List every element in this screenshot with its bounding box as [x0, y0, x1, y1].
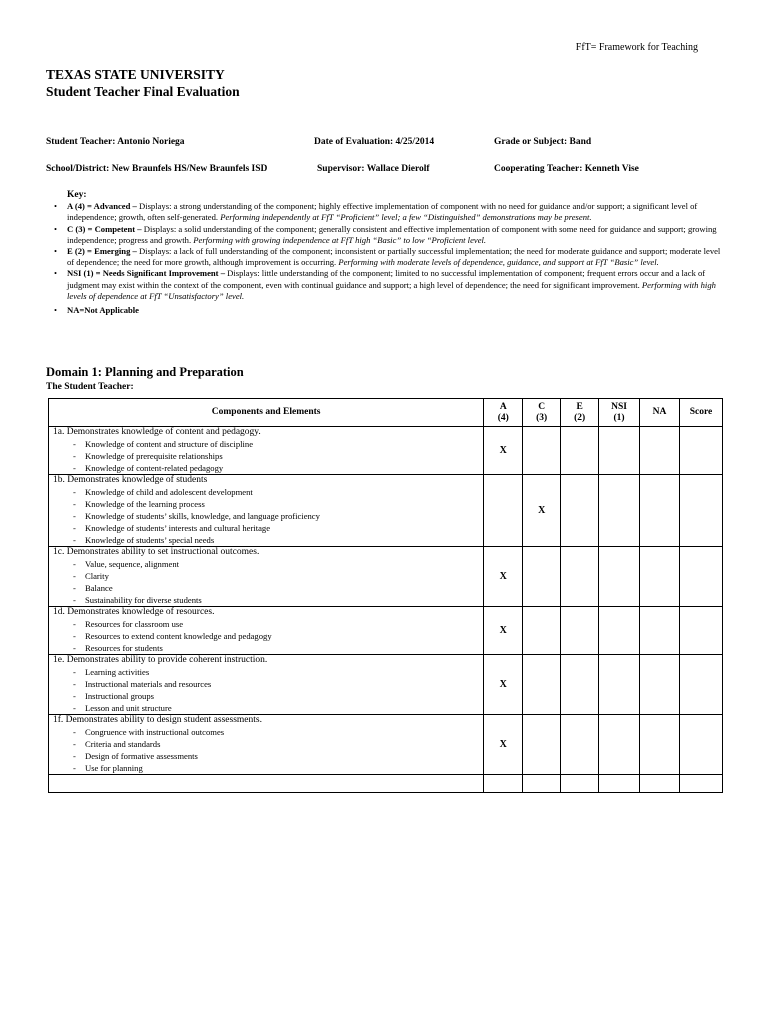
component-heading: 1f. Demonstrates ability to design student assessments.	[53, 715, 262, 725]
component-heading: 1d. Demonstrates knowledge of resources.	[53, 607, 215, 617]
nsi-cell	[599, 655, 640, 715]
score-cell	[679, 475, 722, 547]
element-text: Knowledge of child and adolescent development	[85, 487, 253, 497]
dash-bullet: -	[73, 679, 76, 689]
dash-bullet: -	[73, 595, 76, 605]
element-text: Design of formative assessments	[85, 751, 198, 761]
advanced-cell: X	[484, 427, 523, 475]
element-text: Knowledge of students’ special needs	[85, 535, 215, 545]
component-cell	[49, 427, 484, 475]
element-item	[53, 558, 483, 570]
header-top: C	[538, 401, 546, 412]
element-item	[53, 702, 483, 714]
element-item	[53, 594, 483, 606]
component-cell	[49, 607, 484, 655]
key-label: E (2) = Emerging –	[67, 246, 137, 257]
dash-bullet: -	[73, 667, 76, 677]
cooperating-teacher-field: Cooperating Teacher: Kenneth Vise	[494, 164, 639, 174]
competent-cell	[523, 607, 561, 655]
table-row	[49, 715, 723, 775]
competent-cell	[523, 547, 561, 607]
key-label: NSI (1) = Needs Significant Improvement –	[67, 268, 225, 279]
element-item	[53, 462, 483, 474]
form-name: Student Teacher Final Evaluation	[46, 84, 240, 99]
components-header: Components and Elements	[49, 399, 484, 427]
score-cell	[679, 427, 722, 475]
element-text: Resources to extend content knowledge and pedagogy	[85, 631, 272, 641]
header-bottom: (4)	[497, 412, 509, 423]
advanced-cell: X	[484, 655, 523, 715]
table-row	[49, 655, 723, 715]
dash-bullet: -	[73, 559, 76, 569]
component-cell	[49, 655, 484, 715]
table-body	[49, 427, 723, 775]
nsi-cell	[599, 715, 640, 775]
advanced-cell: X	[484, 715, 523, 775]
component-cell	[49, 547, 484, 607]
element-text: Knowledge of students’ skills, knowledge, and language proficiency	[85, 511, 320, 521]
blank-cell	[49, 775, 484, 793]
element-item	[53, 666, 483, 678]
element-item	[53, 522, 483, 534]
dash-bullet: -	[73, 511, 76, 521]
dash-bullet: -	[73, 727, 76, 737]
framework-note: FfT= Framework for Teaching	[575, 42, 698, 53]
key-text: Displays: a solid understanding of the component; generally consistent and effective implementation of component with some need for guidance and support; growing independence; progress and growth.	[67, 223, 717, 245]
key-label: C (3) = Competent –	[67, 223, 142, 234]
element-text: Resources for students	[85, 643, 163, 653]
supervisor-field: Supervisor: Wallace Dierolf	[317, 164, 430, 174]
component-heading: 1e. Demonstrates ability to provide coherent instruction.	[53, 655, 268, 665]
component-cell	[49, 475, 484, 547]
element-text: Clarity	[85, 571, 109, 581]
emerging-cell	[561, 715, 599, 775]
evaluation-table	[48, 398, 723, 793]
dash-bullet: -	[73, 643, 76, 653]
element-item	[53, 618, 483, 630]
na-cell	[640, 475, 680, 547]
na-cell	[640, 655, 680, 715]
element-text: Lesson and unit structure	[85, 703, 172, 713]
dash-bullet: -	[73, 463, 76, 473]
key-item-emerging	[66, 246, 724, 268]
dash-bullet: -	[73, 535, 76, 545]
score-header: Score	[679, 399, 722, 427]
component-heading: 1c. Demonstrates ability to set instructional outcomes.	[53, 547, 260, 557]
element-text: Knowledge of content and structure of discipline	[85, 439, 254, 449]
emerging-cell	[561, 547, 599, 607]
dash-bullet: -	[73, 451, 76, 461]
element-text: Knowledge of prerequisite relationships	[85, 451, 223, 461]
header-bottom: (3)	[536, 412, 548, 423]
dash-bullet: -	[73, 487, 76, 497]
component-heading: 1b. Demonstrates knowledge of students	[53, 475, 208, 485]
nsi-header	[599, 399, 640, 427]
element-item	[53, 762, 483, 774]
element-text: Knowledge of the learning process	[85, 499, 205, 509]
advanced-header	[484, 399, 523, 427]
table-header-row	[49, 399, 723, 427]
score-cell	[679, 715, 722, 775]
na-cell	[640, 607, 680, 655]
dash-bullet: -	[73, 499, 76, 509]
header-top: A	[499, 401, 507, 412]
na-cell	[640, 427, 680, 475]
emerging-cell	[561, 427, 599, 475]
element-item	[53, 582, 483, 594]
competent-cell	[523, 715, 561, 775]
element-item	[53, 678, 483, 690]
competent-cell	[523, 655, 561, 715]
element-text: Instructional materials and resources	[85, 679, 212, 689]
document-title	[46, 66, 240, 100]
element-text: Balance	[85, 583, 113, 593]
element-text: Use for planning	[85, 763, 143, 773]
key-item-na	[66, 305, 724, 316]
domain-title: Domain 1: Planning and Preparation	[46, 365, 244, 379]
element-text: Knowledge of students’ interests and cultural heritage	[85, 523, 271, 533]
advanced-cell: X	[484, 547, 523, 607]
element-item	[53, 690, 483, 702]
score-cell	[679, 547, 722, 607]
element-item	[53, 570, 483, 582]
school-district-field: School/District: New Braunfels HS/New Braunfels ISD	[46, 164, 268, 174]
table-row	[49, 547, 723, 607]
blank-cell	[484, 775, 523, 793]
dash-bullet: -	[73, 763, 76, 773]
blank-row	[49, 775, 723, 793]
header-top: NSI	[611, 401, 627, 412]
element-text: Value, sequence, alignment	[85, 559, 180, 569]
score-cell	[679, 655, 722, 715]
element-item	[53, 750, 483, 762]
key-italic: Performing with high levels of dependence at FfT “Unsatisfactory” level.	[67, 279, 716, 301]
nsi-cell	[599, 607, 640, 655]
nsi-cell	[599, 427, 640, 475]
dash-bullet: -	[73, 751, 76, 761]
element-text: Congruence with instructional outcomes	[85, 727, 225, 737]
score-cell	[679, 607, 722, 655]
key-label: A (4) = Advanced –	[67, 201, 137, 212]
university-name: TEXAS STATE UNIVERSITY	[46, 67, 225, 82]
competent-cell: X	[523, 475, 561, 547]
dash-bullet: -	[73, 691, 76, 701]
element-item	[53, 486, 483, 498]
dash-bullet: -	[73, 739, 76, 749]
key-item-advanced	[66, 201, 724, 223]
table-row	[49, 607, 723, 655]
element-item	[53, 630, 483, 642]
blank-cell	[561, 775, 599, 793]
dash-bullet: -	[73, 631, 76, 641]
element-text: Criteria and standards	[85, 739, 161, 749]
element-item	[53, 642, 483, 654]
key-list	[66, 201, 724, 316]
element-item	[53, 438, 483, 450]
na-cell	[640, 547, 680, 607]
dash-bullet: -	[73, 619, 76, 629]
element-item	[53, 510, 483, 522]
emerging-header	[561, 399, 599, 427]
blank-cell	[640, 775, 680, 793]
element-text: Knowledge of content-related pedagogy	[85, 463, 224, 473]
component-heading: 1a. Demonstrates knowledge of content and pedagogy.	[53, 427, 261, 437]
dash-bullet: -	[73, 439, 76, 449]
emerging-cell	[561, 475, 599, 547]
evaluation-date-field: Date of Evaluation: 4/25/2014	[314, 137, 435, 147]
key-text: Displays: a strong understanding of the component; highly effective implementation of component with no need for guidance and/or support; a significant level of independence; growth, often self-generated.	[67, 201, 698, 223]
advanced-cell: X	[484, 607, 523, 655]
key-title: Key:	[67, 190, 87, 200]
element-text: Learning activities	[85, 667, 150, 677]
advanced-cell	[484, 475, 523, 547]
key-item-nsi	[66, 268, 724, 302]
element-item	[53, 450, 483, 462]
blank-cell	[523, 775, 561, 793]
key-italic: Performing with growing independence at FfT high “Basic” to low “Proficient level.	[193, 234, 487, 245]
emerging-cell	[561, 655, 599, 715]
nsi-cell	[599, 547, 640, 607]
key-italic: Performing independently at FfT “Proficient” level; a few “Distinguished” demonstrations may be present.	[220, 212, 592, 223]
element-item	[53, 726, 483, 738]
na-header: NA	[640, 399, 680, 427]
element-text: Instructional groups	[85, 691, 154, 701]
dash-bullet: -	[73, 523, 76, 533]
key-text: Displays: little understanding of the component; limited to no successful implementation of component; frequent errors occur and a lack of judgment may exist within the context of the component, even with continual guidance and support; a high level of dependence; the need for significant improvement.	[67, 268, 706, 290]
dash-bullet: -	[73, 571, 76, 581]
emerging-cell	[561, 607, 599, 655]
blank-cell	[679, 775, 722, 793]
element-item	[53, 498, 483, 510]
grade-subject-field: Grade or Subject: Band	[494, 137, 592, 147]
table-row	[49, 427, 723, 475]
competent-header	[523, 399, 561, 427]
na-cell	[640, 715, 680, 775]
header-bottom: (1)	[613, 412, 625, 423]
dash-bullet: -	[73, 583, 76, 593]
element-item	[53, 738, 483, 750]
nsi-cell	[599, 475, 640, 547]
student-teacher-subhead: The Student Teacher:	[46, 382, 134, 392]
key-text: Displays: a lack of full understanding of the component; inconsistent or partially successful implementation; the need for moderate guidance and support; moderate level of dependence; the need for more growth, although improvement is occurring.	[67, 246, 721, 268]
rating-key	[66, 190, 724, 316]
element-item	[53, 534, 483, 546]
component-cell	[49, 715, 484, 775]
element-text: Sustainability for diverse students	[85, 595, 202, 605]
table-row	[49, 475, 723, 547]
key-item-competent	[66, 224, 724, 246]
header-bottom: (2)	[574, 412, 586, 423]
competent-cell	[523, 427, 561, 475]
student-teacher-field: Student Teacher: Antonio Noriega	[46, 137, 185, 147]
blank-cell	[599, 775, 640, 793]
key-label: NA=Not Applicable	[67, 305, 139, 316]
key-italic: Performing with moderate levels of dependence, guidance, and support at FfT “Basic” level.	[338, 257, 659, 268]
header-top: E	[576, 401, 583, 412]
element-text: Resources for classroom use	[85, 619, 184, 629]
dash-bullet: -	[73, 703, 76, 713]
